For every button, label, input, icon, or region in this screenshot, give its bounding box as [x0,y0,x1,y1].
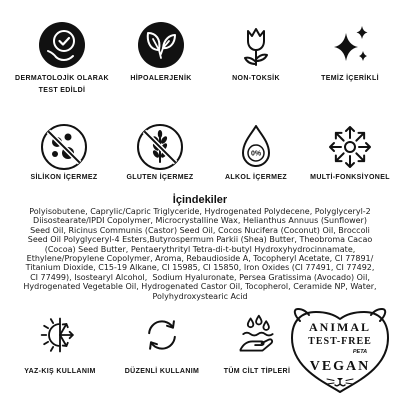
logo-text-test-free: TEST-FREE [308,336,372,347]
ingredient-line: Polyisobutene, Caprylic/Capric Triglyceride, Hydrogenated Polydecene, Polyglyceryl-2 [29,207,371,216]
dermatologically-tested-icon [38,21,86,69]
ingredient-line: Hydrogenated Vegetable Oil, Hydrogenated Castor Oil, Tocopherol, Ceramide NP, Water, [23,282,377,292]
hypoallergenic-leaf-icon [137,21,185,69]
ingredient-line: CI 77499), Isostearyl Alcohol, Sodium Hyaluronate, Persea Gratissima (Avocado) Oil, [30,272,370,282]
feature-label [12,73,112,97]
feature-label: TÜM CİLT TİPLERİ [223,368,291,375]
ingredient-line: Titanium Dioxide, C15-19 Alkane, CI 15985, CI 15850, Iron Oxides (CI 77491, CI 77492, [25,263,375,273]
ingredients-text [4,207,396,301]
sparkles-icon [326,21,374,69]
ingredients-title: İçindekiler [172,194,228,206]
ingredient-line: Diisostearate/IPDI Copolymer, Microcrystalline Wax, Helianthus Annuus (Sunflower) [33,216,367,226]
feature-label-line-2: TEST EDİLDİ [38,87,86,94]
feature-label: DÜZENLİ KULLANIM [124,368,200,375]
ingredient-line: Seed Oil Polyglyceryl-4 Esters,Butyrospermum Parkii (Shea) Butter, Theobroma Cacao [27,235,373,245]
no-gluten-wheat-icon [136,123,184,171]
rabbit-nose [337,378,343,381]
logo-text-brand: PETA [352,349,368,355]
sun-snowflake-icon [38,313,82,357]
zero-percent-text: 0% [250,150,262,158]
feature-label: MULTİ-FONKSİYONEL [310,174,390,181]
feature-label: YAZ-KIŞ KULLANIM [24,368,96,375]
hand-drops-icon [235,313,279,357]
feature-label: ALKOL İÇERMEZ [225,174,287,181]
feature-label: GLUTEN İÇERMEZ [126,174,194,181]
no-silicone-icon [40,123,88,171]
ingredient-line: Seed Oil, Ricinus Communis (Castor) Seed Oil, Cocos Nucifera (Coconut) Oil, Broccoli [30,225,370,235]
multi-directional-arrows-icon [326,123,374,171]
feature-label: NON-TOKSİK [232,75,280,82]
alcohol-free-drop-icon [232,123,280,171]
feature-label: HİPOALERJENİK [130,75,192,82]
feature-label: SİLİKON İÇERMEZ [30,174,98,181]
logo-text-vegan: VEGAN [309,359,371,374]
rabbit-mouth [335,381,345,386]
logo-text-animal: ANIMAL [309,320,371,334]
feature-label-line-1: DERMATOLOJİK OLARAK [15,75,109,82]
ingredient-line: (Cocoa) Seed Butter, Pentaerythrityl Tetra-di-t-butyl Hydroxyhydrocinnamate, [44,244,356,254]
feature-label: TEMİZ İÇERİKLİ [321,75,379,82]
ingredient-line: Ethylene/Propylene Copolymer, Aroma, Rebaudioside A, Tocopheryl Acetate, CI 77891/ [26,254,374,264]
refresh-arrows-icon [140,313,184,357]
tulip-icon [232,21,280,69]
rabbit-heart-logo [288,308,392,396]
ingredient-line: Polyhydroxystearic Acid [152,291,248,301]
